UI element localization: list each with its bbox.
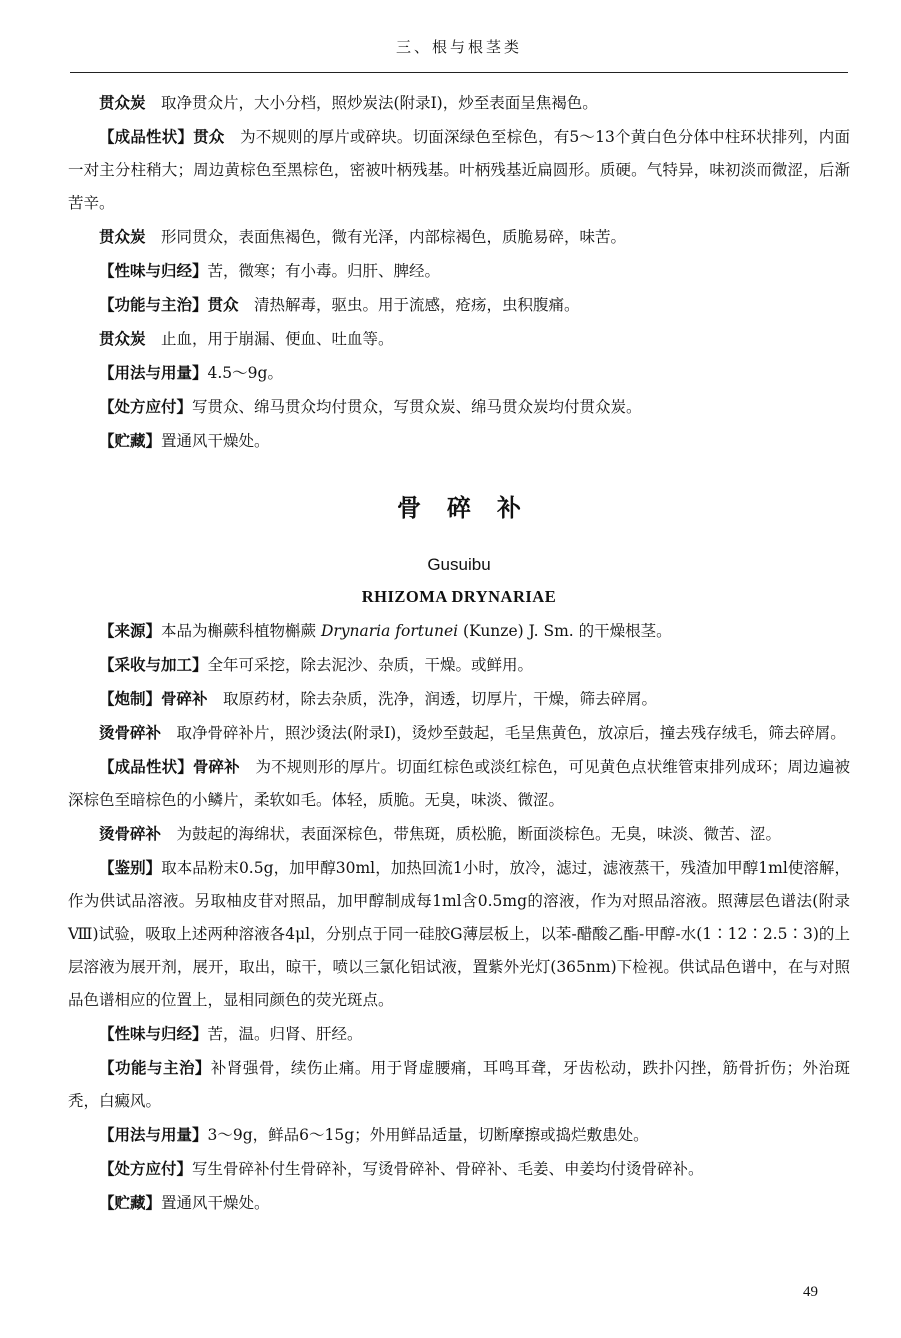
paragraph-identification [68,851,850,1017]
term-label: 烫骨碎补 [99,723,162,742]
running-header-title: 三、根与根茎类 [395,38,522,56]
paragraph-dosage-2 [68,1118,850,1152]
paragraph-text: 形同贯众，表面焦褐色，微有光泽，内部棕褐色，质脆易碎，味苦。 [145,228,627,246]
monograph-pinyin: Gusuibu [427,555,491,574]
term-label: 贯众炭 [99,329,146,348]
paragraph-storage [68,424,850,458]
paragraph-text: (Kunze) J. Sm. 的干燥根茎。 [458,622,672,640]
paragraph-taste-meridian-2 [68,1017,850,1051]
section-label: 【成品性状】骨碎补 [99,757,240,776]
paragraph-text: 为鼓起的海绵状，表面深棕色，带焦斑，质松脆，断面淡棕色。无臭，味淡、微苦、涩。 [161,825,782,843]
paragraph-text: 为不规则形的厚片。切面红棕色或淡红棕色，可见黄色点状维管束排列成环；周边遍被深棕色至暗棕色的小鳞片，柔软如毛。体轻，质脆。无臭，味淡、微涩。 [68,758,850,809]
section-label: 【性味与归经】 [99,1024,208,1043]
paragraph-prescription [68,390,850,424]
section-label: 【功能与主治】 [99,1058,211,1077]
paragraph-text: 置通风干燥处。 [161,432,270,450]
section-label: 【鉴别】 [99,858,162,877]
paragraph-characteristics-tang [68,817,850,851]
section-label: 【处方应付】 [99,397,193,416]
paragraph-text: 取原药材，除去杂质，洗净，润透，切厚片，干燥，筛去碎屑。 [207,690,658,708]
paragraph-characteristics [68,750,850,817]
monograph-latin-name: RHIZOMA DRYNARIAE [361,587,557,606]
paragraph-text: 为不规则的厚片或碎块。切面深绿色至棕色，有5～13个黄白色分体中柱环状排列，内面一对主分柱稍大；周边黄棕色至黑棕色，密被叶柄残基。叶柄残基近扁圆形。质硬。气特异，味初淡而微涩，后渐苦辛。 [68,128,850,212]
paragraph-harvest [68,648,850,682]
section-label: 【炮制】骨碎补 [99,689,208,708]
paragraph-source [68,614,850,648]
term-label: 烫骨碎补 [99,824,162,843]
paragraph-text: 取净骨碎补片，照沙烫法(附录Ⅰ)，烫炒至鼓起，毛呈焦黄色，放凉后，撞去残存绒毛，筛去碎屑。 [161,724,846,742]
term-label: 贯众炭 [99,227,146,246]
paragraph-text: 3～9g，鲜品6～15g；外用鲜品适量，切断摩擦或捣烂敷患处。 [207,1126,649,1144]
paragraph-function [68,288,850,322]
paragraph-text: 4.5～9g。 [207,364,283,382]
section-label: 【采收与加工】 [99,655,208,674]
section-label: 【用法与用量】 [99,363,208,382]
paragraph-text: 本品为槲蕨科植物槲蕨 [161,622,321,640]
paragraph-text: 苦，温。归肾、肝经。 [207,1025,363,1043]
monograph-title: 骨碎补 [397,493,547,522]
page-body [68,86,850,1220]
section-label: 【性味与归经】 [99,261,208,280]
paragraph-processing-tang [68,716,850,750]
section-label: 【来源】 [99,621,162,640]
section-label: 【处方应付】 [99,1159,193,1178]
paragraph-prescription-2 [68,1152,850,1186]
running-header [70,34,848,73]
paragraph-text: 苦，微寒；有小毒。归肝、脾经。 [207,262,441,280]
section-label: 【用法与用量】 [99,1125,208,1144]
paragraph-text: 全年可采挖，除去泥沙、杂质，干燥。或鲜用。 [207,656,534,674]
section-label: 【功能与主治】贯众 [99,295,239,314]
paragraph-text: 置通风干燥处。 [161,1194,270,1212]
paragraph-taste-meridian [68,254,850,288]
term-label: 贯众炭 [99,93,146,112]
paragraph-text: 止血，用于崩漏、便血、吐血等。 [145,330,394,348]
section-label: 【成品性状】贯众 [99,127,225,146]
paragraph-function-tan [68,322,850,356]
section-label: 【贮藏】 [99,1193,162,1212]
paragraph-guanzhong-tan [68,86,850,120]
page-number: 49 [803,1284,818,1300]
paragraph-storage-2 [68,1186,850,1220]
paragraph-text: 补肾强骨，续伤止痛。用于肾虚腰痛，耳鸣耳聋，牙齿松动，跌扑闪挫，筋骨折伤；外治斑秃，白癜风。 [68,1059,850,1110]
paragraph-processing [68,682,850,716]
paragraph-function-2 [68,1051,850,1118]
paragraph-text: 写贯众、绵马贯众均付贯众，写贯众炭、绵马贯众炭均付贯众炭。 [192,398,642,416]
paragraph-text: 取净贯众片，大小分档，照炒炭法(附录Ⅰ)，炒至表面呈焦褐色。 [145,94,598,112]
paragraph-text: 写生骨碎补付生骨碎补，写烫骨碎补、骨碎补、毛姜、申姜均付烫骨碎补。 [192,1160,704,1178]
paragraph-text: 清热解毒，驱虫。用于流感，疮疡，虫积腹痛。 [238,296,580,314]
paragraph-guanzhong-tan-characteristics [68,220,850,254]
section-label: 【贮藏】 [99,431,162,450]
paragraph-text: 取本品粉末0.5g，加甲醇30ml，加热回流1小时，放冷，滤过，滤液蒸干，残渣加甲醇1ml使溶解，作为供试品溶液。另取柚皮苷对照品，加甲醇制成每1ml含0.5mg的溶液，作为对照品溶液。照薄层色谱法(附录Ⅷ)试验，吸取上述两种溶液各4μl，分别点于同一硅胶G薄层板上，以苯-醋酸乙酯-甲醇-水(1∶12∶2.5∶3)的上层溶液为展开剂，展开，取出，晾干，喷以三氯化铝试液，置紫外光灯(365nm)下检视。供试品色谱中，在与对照品色谱相应的位置上，显相同颜色的荧光斑点。 [68,859,850,1009]
species-name: Drynaria fortunei [320,622,459,640]
paragraph-guanzhong-characteristics [68,120,850,220]
paragraph-dosage [68,356,850,390]
